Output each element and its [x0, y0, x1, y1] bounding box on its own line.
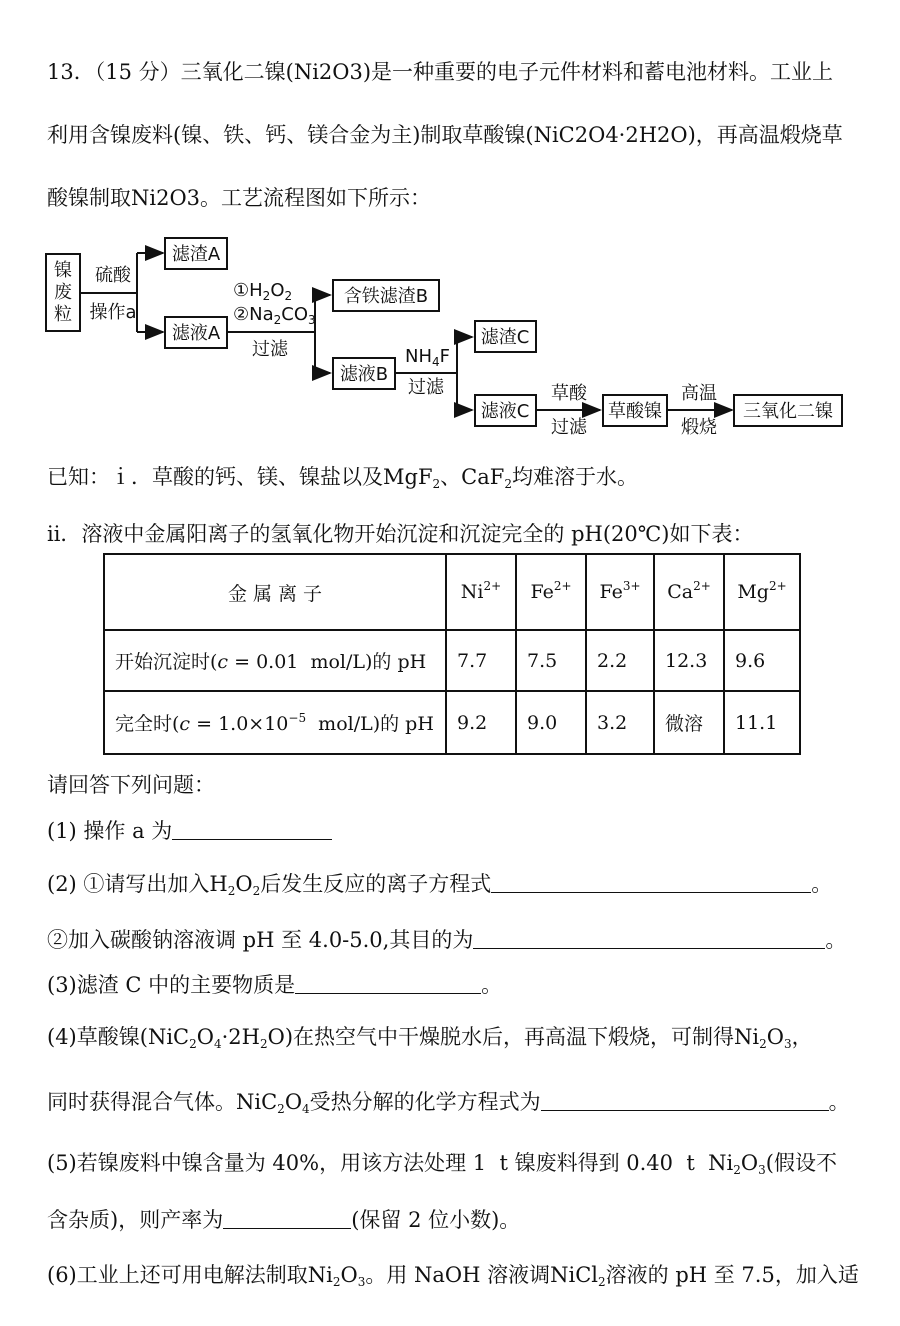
- reagent-na2co3-label: $②Na_2CO_3$: [233, 304, 316, 327]
- filtrate-a-box: [165, 317, 227, 348]
- table-cell: 2.2: [586, 630, 654, 691]
- period-mark: 。: [825, 928, 847, 952]
- table-cell: 11.1: [724, 691, 800, 754]
- row-start-label: 开始沉淀时(c = 0.01 mol/L)的 pH: [104, 630, 446, 691]
- table-row-start: [104, 630, 800, 691]
- high-temp-label: 高温: [681, 383, 717, 404]
- intro-line-1-text: 三氧化二镍(Ni2O3)是一种重要的电子元件材料和蓄电池材料。工业上: [180, 60, 834, 84]
- questions-prompt: 请回答下列问题：: [47, 773, 215, 797]
- filter-label-3: 过滤: [551, 417, 587, 438]
- question-5a: (5)若镍废料中镍含量为 40%，用该方法处理 1 t 镍废料得到 0.40 t $Ni_2O_3$(假设不: [47, 1151, 837, 1177]
- answer-blank-5[interactable]: [223, 1208, 351, 1229]
- table-row-end: [104, 691, 800, 754]
- iron-residue-b-label: 含铁滤渣B: [343, 286, 429, 307]
- question-intro-line-2: 利用含镍废料(镍、铁、钙、镁合金为主)制取草酸镍(NiC2O4·2H2O)，再高温煅烧草: [47, 123, 843, 147]
- residue-c-box: [475, 321, 536, 352]
- process-flow-diagram: [0, 0, 900, 460]
- filtrate-c-label: 滤液C: [480, 401, 530, 422]
- reagent-nh4f-label: $NH_4F$: [405, 346, 450, 369]
- ph-table: [103, 553, 801, 755]
- question-4a: (4)草酸镍$(NiC_2O_4\cdot 2H_2O)$在热空气中干燥脱水后，再高温下煅烧，可制得$Ni_2O_3$，: [47, 1025, 813, 1051]
- nickel-waste-char-3: 粒: [54, 304, 72, 325]
- nickel-oxalate-label: 草酸镍: [608, 401, 662, 422]
- question-5b: [47, 1207, 520, 1233]
- residue-c-label: 滤渣C: [480, 327, 530, 348]
- question-5b-text: 含杂质)，则产率为: [47, 1208, 224, 1232]
- question-number: 13．: [47, 60, 95, 84]
- question-intro-line-3: 酸镍制取Ni2O3。工艺流程图如下所示：: [47, 186, 432, 210]
- product-box: [734, 395, 842, 426]
- filter-label-1: 过滤: [252, 339, 288, 360]
- table-header-row: [104, 554, 800, 630]
- filtrate-c-box: [475, 395, 536, 426]
- nickel-waste-char-2: 废: [54, 282, 72, 303]
- sulfuric-acid-label: 硫酸: [95, 265, 131, 286]
- question-2b: [47, 927, 846, 953]
- answer-blank-3[interactable]: [295, 973, 481, 994]
- nickel-waste-box: [46, 254, 80, 331]
- known-line-i: 已知：ｉ．草酸的钙、镁、镍盐以及MgF$_2$、CaF$_2$均难溶于水。: [47, 465, 638, 491]
- filtrate-b-label: 滤液B: [339, 364, 389, 385]
- period-mark: 。: [481, 973, 503, 997]
- question-score: （15 分）: [94, 60, 181, 84]
- table-cell: 9.6: [724, 630, 800, 691]
- iron-residue-b-box: [333, 280, 439, 311]
- filtrate-a-label: 滤液A: [171, 323, 221, 344]
- question-3: [47, 972, 502, 998]
- answer-blank-4[interactable]: [541, 1090, 829, 1111]
- question-4b-text: 同时获得混合气体。$NiC_2O_4$受热分解的化学方程式为: [47, 1090, 541, 1116]
- answer-blank-2b[interactable]: [473, 928, 825, 949]
- ion-ca2: $Ca^{2+}$: [654, 554, 724, 630]
- table-header-cell: 金 属 离 子: [104, 554, 446, 630]
- oxalic-acid-label: 草酸: [551, 383, 587, 404]
- residue-a-label: 滤渣A: [171, 244, 221, 265]
- question-2b-text: ②加入碳酸钠溶液调 pH 至 4.0-5.0,其目的为: [47, 928, 474, 952]
- table-cell: 7.7: [446, 630, 516, 691]
- period-mark: 。: [811, 872, 833, 896]
- residue-a-box: [165, 238, 227, 269]
- table-cell: 12.3: [654, 630, 724, 691]
- table-cell: 3.2: [586, 691, 654, 754]
- row-end-label: 完全时($c = 1.0\times 10^{-5}$ mol/L)的 pH: [104, 691, 446, 754]
- nickel-oxalate-box: [603, 395, 667, 426]
- calcine-label: 煅烧: [681, 417, 717, 438]
- product-label: 三氧化二镍: [743, 401, 833, 422]
- reagent-h2o2-label: $①H_2O_2$: [233, 280, 293, 303]
- ion-mg2: $Mg^{2+}$: [724, 554, 800, 630]
- table-cell: 9.2: [446, 691, 516, 754]
- question-1-text: (1) 操作 a 为: [47, 819, 173, 843]
- question-4b: [47, 1089, 850, 1115]
- table-cell: 微溶: [654, 691, 724, 754]
- question-6: (6)工业上还可用电解法制取$Ni_2O_3$。用 NaOH 溶液调NiCl$_2$溶液的 pH 至 7.5，加入适: [47, 1263, 859, 1289]
- question-1: [47, 818, 332, 844]
- question-2a-text: (2) ①请写出加入$H_2O_2$后发生反应的离子方程式: [47, 872, 492, 898]
- table-cell: 7.5: [516, 630, 586, 691]
- answer-blank-1[interactable]: [172, 819, 332, 840]
- ion-ni2: $Ni^{2+}$: [446, 554, 516, 630]
- nickel-waste-char-1: 镍: [54, 260, 72, 281]
- filtrate-b-box: [333, 358, 395, 389]
- answer-blank-2a[interactable]: [491, 872, 811, 893]
- ion-fe3: $Fe^{3+}$: [586, 554, 654, 630]
- operation-a-label: 操作a: [89, 302, 137, 323]
- table-cell: 9.0: [516, 691, 586, 754]
- filter-label-2: 过滤: [408, 377, 444, 398]
- question-5b-tail: (保留 2 位小数)。: [351, 1208, 521, 1232]
- ion-fe2: $Fe^{2+}$: [516, 554, 586, 630]
- period-mark: 。: [828, 1090, 850, 1114]
- known-line-ii: ⅱ．溶液中金属阳离子的氢氧化物开始沉淀和沉淀完全的 pH(20℃)如下表：: [47, 522, 754, 546]
- question-2a: [47, 871, 832, 897]
- question-3-text: (3)滤渣 C 中的主要物质是: [47, 973, 296, 997]
